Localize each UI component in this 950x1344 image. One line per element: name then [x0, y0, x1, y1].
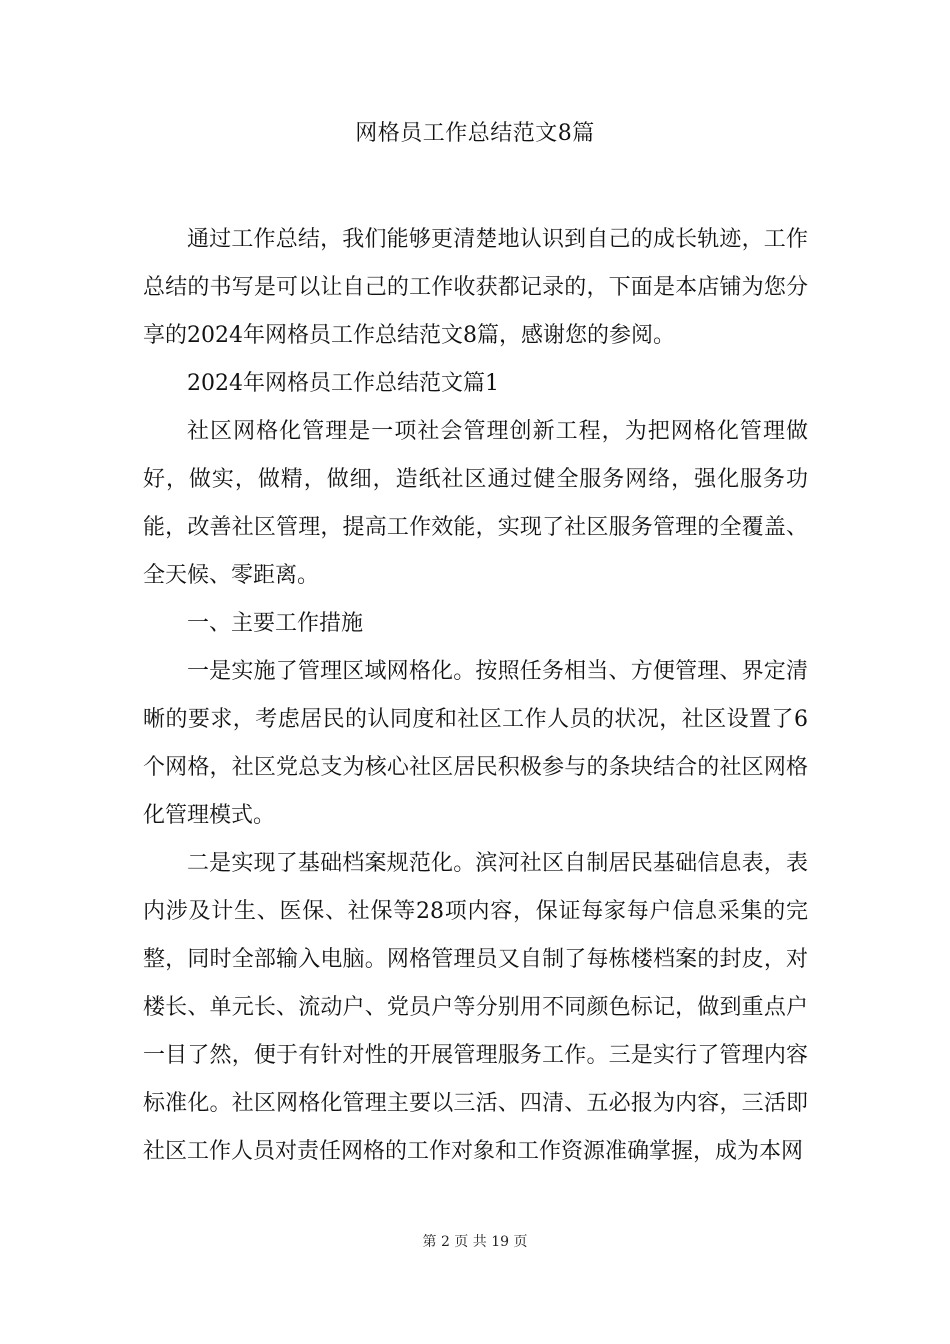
body-paragraph: 社区网格化管理是一项社会管理创新工程，为把网格化管理做好，做实，做精，做细，造纸社区通过健全服务网络，强化服务功能，改善社区管理，提高工作效能，实现了社区服务管理的全覆盖、全天候、零距离。 [143, 419, 808, 588]
body-paragraph: 二是实现了基础档案规范化。滨河社区自制居民基础信息表，表内涉及计生、医保、社保等28项内容，保证每家每户信息采集的完整，同时全部输入电脑。网格管理员又自制了每栋楼档案的封皮，对楼长、单元长、流动户、党员户等分别用不同颜色标记，做到重点户一目了然，便于有针对性的开展管理服务工作。三是实行了管理内容标准化。社区网格化管理主要以三活、四清、五必报为内容，三活即社区工作人员对责任网格的工作对象和工作资源准确掌握，成为本网 [143, 851, 808, 1164]
intro-paragraph: 通过工作总结，我们能够更清楚地认识到自己的成长轨迹，工作总结的书写是可以让自己的工作收获都记录的，下面是本店铺为您分享的2024年网格员工作总结范文8篇，感谢您的参阅。 [143, 227, 808, 348]
section-heading: 2024年网格员工作总结范文篇1 [187, 371, 499, 396]
body-paragraph: 一是实施了管理区域网格化。按照任务相当、方便管理、界定清晰的要求，考虑居民的认同度和社区工作人员的状况，社区设置了6个网格，社区党总支为核心社区居民积极参与的条块结合的社区网格化管理模式。 [143, 659, 808, 828]
page-number-footer: 第 2 页 共 19 页 [422, 1234, 528, 1250]
subsection-heading: 一、主要工作措施 [187, 611, 364, 636]
document-title: 网格员工作总结范文8篇 [355, 121, 595, 146]
document-body [143, 216, 808, 1176]
